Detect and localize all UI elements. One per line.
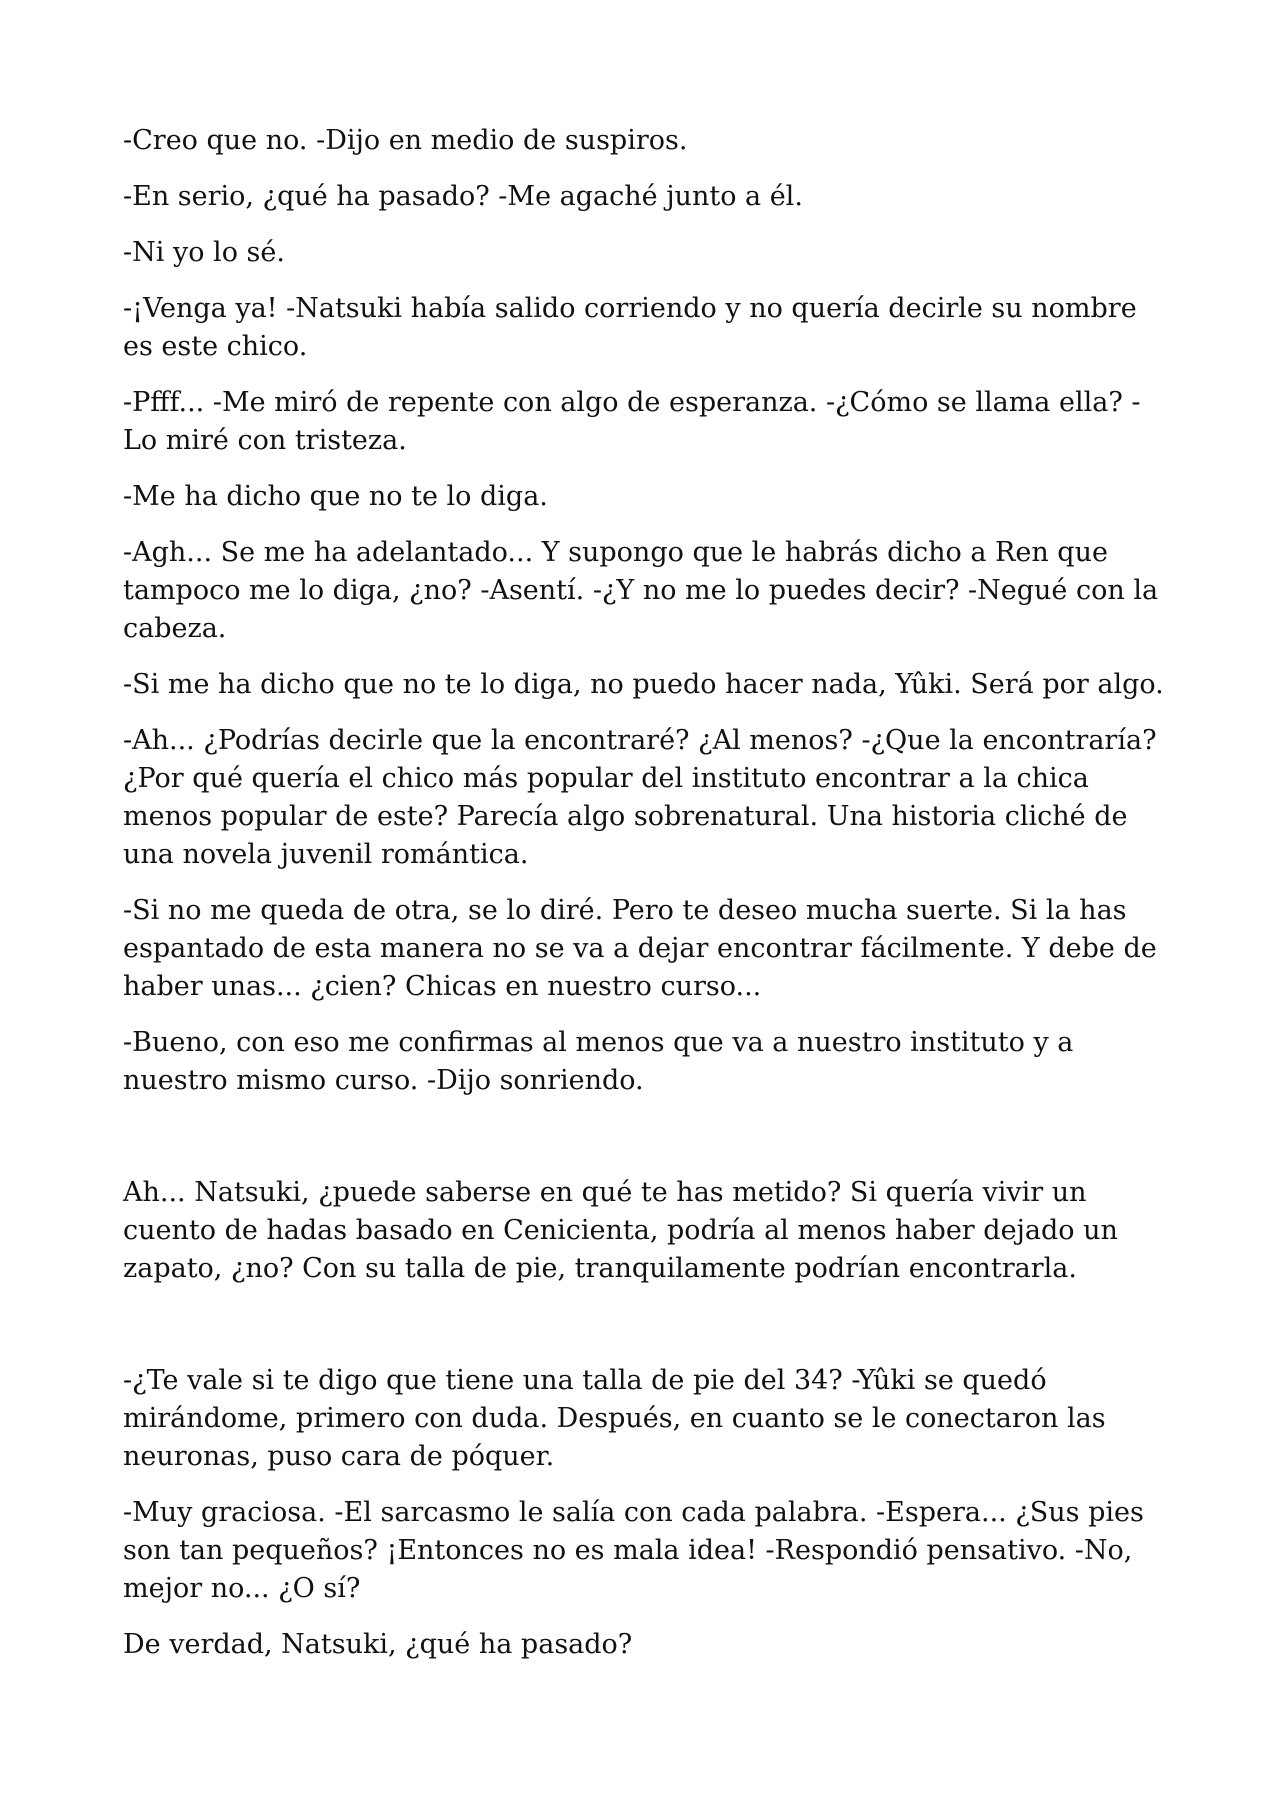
paragraph: -Pfff... -Me miró de repente con algo de esperanza. -¿Cómo se llama ella? -Lo miré con tristeza. bbox=[123, 387, 1141, 456]
paragraph: -Bueno, con eso me confirmas al menos que va a nuestro instituto y a nuestro mismo curso. -Dijo sonriendo. bbox=[123, 1027, 1074, 1096]
document-page bbox=[123, 122, 1168, 1682]
section-break bbox=[123, 1306, 1168, 1362]
paragraph: -Agh... Se me ha adelantado... Y supongo que le habrás dicho a Ren que tampoco me lo diga, ¿no? -Asentí. -¿Y no me lo puedes decir? -Negué con la cabeza. bbox=[123, 537, 1159, 644]
paragraph: -¡Venga ya! -Natsuki había salido corriendo y no quería decirle su nombre es este chico. bbox=[123, 293, 1137, 362]
paragraph: -Me ha dicho que no te lo diga. bbox=[123, 481, 548, 512]
paragraph: -¿Te vale si te digo que tiene una talla de pie del 34? -Yûki se quedó mirándome, primero con duda. Después, en cuanto se le conectaron las neuronas, puso cara de póquer. bbox=[123, 1365, 1106, 1472]
paragraph: -Ah... ¿Podrías decirle que la encontraré? ¿Al menos? -¿Que la encontraría? ¿Por qué quería el chico más popular del instituto encontrar a la chica menos popular de este? Parecía algo sobrenatural. Una historia cliché de una novela juvenil romántica. bbox=[123, 725, 1157, 870]
paragraph: -Ni yo lo sé. bbox=[123, 237, 285, 268]
paragraph: Ah... Natsuki, ¿puede saberse en qué te has metido? Si quería vivir un cuento de hadas basado en Cenicienta, podría al menos haber dejado un zapato, ¿no? Con su talla de pie, tranquilamente podrían encontrarla. bbox=[123, 1177, 1118, 1284]
section-break bbox=[123, 1118, 1168, 1174]
paragraph: -Si me ha dicho que no te lo diga, no puedo hacer nada, Yûki. Será por algo. bbox=[123, 669, 1164, 700]
paragraph: De verdad, Natsuki, ¿qué ha pasado? bbox=[123, 1629, 633, 1660]
paragraph: -En serio, ¿qué ha pasado? -Me agaché junto a él. bbox=[123, 181, 803, 212]
paragraph: -Muy graciosa. -El sarcasmo le salía con cada palabra. -Espera... ¿Sus pies son tan pequeños? ¡Entonces no es mala idea! -Respondió pensativo. -No, mejor no... ¿O sí? bbox=[123, 1497, 1144, 1604]
paragraph: -Creo que no. -Dijo en medio de suspiros. bbox=[123, 125, 688, 156]
paragraph: -Si no me queda de otra, se lo diré. Pero te deseo mucha suerte. Si la has espantado de esta manera no se va a dejar encontrar fácilmente. Y debe de haber unas... ¿cien? Chicas en nuestro curso... bbox=[123, 895, 1157, 1002]
